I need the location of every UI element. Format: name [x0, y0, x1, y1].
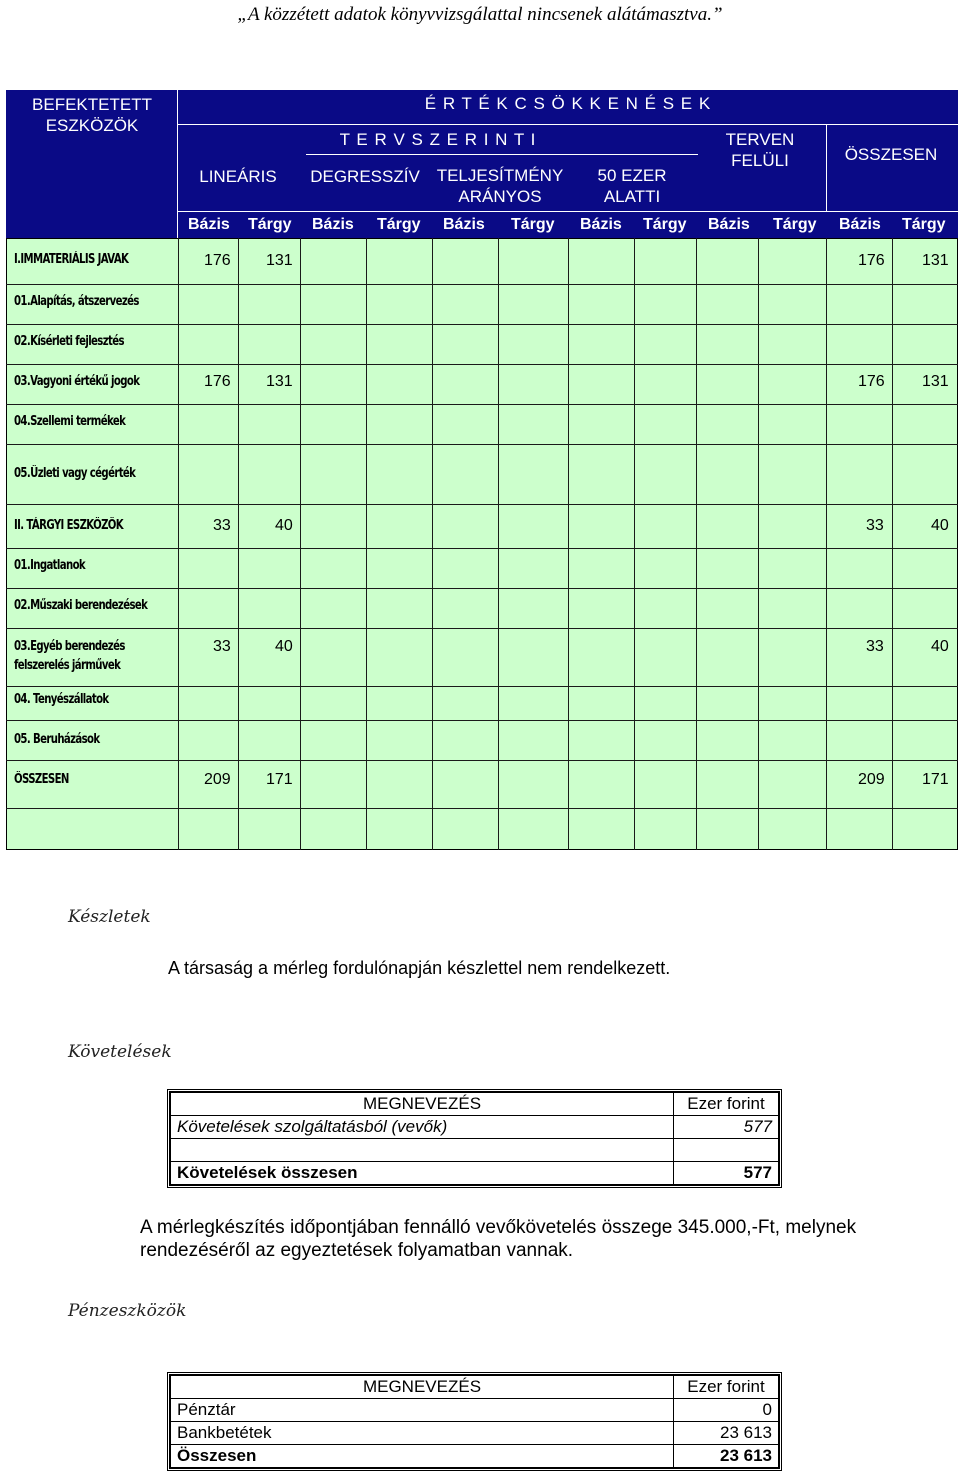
osszesen-bazis: 33 [866, 638, 884, 655]
section-title-penzeszkozok: Pénzeszközök [68, 1301, 187, 1321]
row-label: 01.Ingatlanok [14, 558, 86, 573]
sub-bazis: Bázis [839, 216, 881, 233]
col-teljesitmeny: TELJESÍTMÉNY ARÁNYOS [436, 166, 564, 206]
row-label: 05.Üzleti vagy cégérték [14, 466, 136, 481]
table-row [171, 1162, 779, 1185]
row-name: Bankbetétek [171, 1422, 674, 1445]
osszesen-targy: 131 [922, 252, 949, 269]
row-value: 577 [674, 1116, 779, 1139]
sub-targy: Tárgy [377, 216, 421, 233]
row-label: ÖSSZESEN [14, 772, 69, 787]
sub-targy: Tárgy [248, 216, 292, 233]
col-linearis: LINEÁRIS [199, 167, 277, 186]
penzeszkozok-table [167, 1372, 782, 1471]
col-ezer-forint: Ezer forint [674, 1093, 779, 1116]
row-value: 577 [674, 1162, 779, 1185]
table-header-row [171, 1376, 779, 1399]
row-name: Követelések összesen [171, 1162, 674, 1185]
linearis-bazis: 33 [213, 638, 231, 655]
asset-table-body [6, 238, 958, 850]
row-label: 04.Szellemi termékek [14, 414, 126, 429]
sub-bazis: Bázis [443, 216, 485, 233]
sub-targy: Tárgy [773, 216, 817, 233]
osszesen-targy: 40 [931, 517, 949, 534]
col-osszesen: ÖSSZESEN [844, 145, 938, 164]
sub-targy: Tárgy [643, 216, 687, 233]
row-label: 04. Tenyészállatok [14, 692, 109, 707]
col-50ezer: 50 EZER ALATTI [597, 166, 667, 206]
linearis-targy: 131 [266, 373, 293, 390]
kovetelesek-note: A mérlegkészítés időpontjában fennálló vevőkövetelés összege 345.000,-Ft, melynek rendezéséről az egyeztetések folyamatban vannak. [140, 1217, 857, 1261]
kovetelesek-table [167, 1089, 782, 1188]
linearis-bazis: 209 [204, 771, 231, 788]
col-degressziv: DEGRESSZÍV [310, 167, 420, 186]
row-value: 23 613 [674, 1422, 779, 1445]
linearis-targy: 131 [266, 252, 293, 269]
col-terven: TERVEN FELÜLI [725, 130, 795, 170]
sub-targy: Tárgy [902, 216, 946, 233]
osszesen-targy: 40 [931, 638, 949, 655]
row-label: 05. Beruházások [14, 732, 100, 747]
linearis-targy: 40 [275, 517, 293, 534]
corner-title: BEFEKTETETT ESZKÖZÖK [32, 95, 152, 135]
table-header-row [171, 1093, 779, 1116]
section-title-kovetelesek: Követelések [68, 1042, 172, 1062]
sub-targy: Tárgy [511, 216, 555, 233]
table-row [171, 1116, 779, 1139]
sub-bazis: Bázis [188, 216, 230, 233]
row-name: Követelések szolgáltatásból (vevők) [171, 1116, 674, 1139]
row-value [674, 1139, 779, 1162]
osszesen-bazis: 176 [858, 373, 885, 390]
sub-bazis: Bázis [580, 216, 622, 233]
top-title: É R T É K C S Ö K K E N É S E K [424, 94, 712, 113]
row-label: 03.Egyéb berendezés [14, 639, 125, 654]
row-label: 02.Kísérleti fejlesztés [14, 334, 124, 349]
linearis-bazis: 176 [204, 373, 231, 390]
row-label: 02.Műszaki berendezések [14, 598, 148, 613]
linearis-bazis: 176 [204, 252, 231, 269]
col-megnevezes: MEGNEVEZÉS [171, 1093, 674, 1116]
terv-title: T E R V S Z E R I N T I [339, 130, 537, 149]
osszesen-targy: 131 [922, 373, 949, 390]
row-label: 03.Vagyoni értékű jogok [14, 374, 140, 389]
row-value: 23 613 [674, 1445, 779, 1468]
header-note: „A közzétett adatok könyvvizsgálattal nincsenek alátámasztva.” [237, 4, 723, 25]
sub-bazis: Bázis [708, 216, 750, 233]
section-title-keszletek: Készletek [68, 907, 151, 927]
row-value: 0 [674, 1399, 779, 1422]
linearis-targy: 40 [275, 638, 293, 655]
col-megnevezes: MEGNEVEZÉS [171, 1376, 674, 1399]
osszesen-targy: 171 [922, 771, 949, 788]
osszesen-bazis: 33 [866, 517, 884, 534]
sub-bazis: Bázis [312, 216, 354, 233]
table-row [171, 1139, 779, 1162]
col-ezer-forint: Ezer forint [674, 1376, 779, 1399]
row-label: I.IMMATERIÁLIS JAVAK [14, 252, 129, 267]
row-label-line2: felszerelés járművek [14, 658, 121, 673]
osszesen-bazis: 209 [858, 771, 885, 788]
row-name: Összesen [171, 1445, 674, 1468]
row-name: Pénztár [171, 1399, 674, 1422]
table-row [171, 1399, 779, 1422]
linearis-bazis: 33 [213, 517, 231, 534]
linearis-targy: 171 [266, 771, 293, 788]
osszesen-bazis: 176 [858, 252, 885, 269]
row-label: II. TÁRGYI ESZKÖZÖK [14, 518, 124, 533]
table-row [171, 1422, 779, 1445]
row-name [171, 1139, 674, 1162]
keszletek-text: A társaság a mérleg fordulónapján készlettel nem rendelkezett. [168, 958, 671, 978]
row-label: 01.Alapítás, átszervezés [14, 294, 139, 309]
table-row [171, 1445, 779, 1468]
